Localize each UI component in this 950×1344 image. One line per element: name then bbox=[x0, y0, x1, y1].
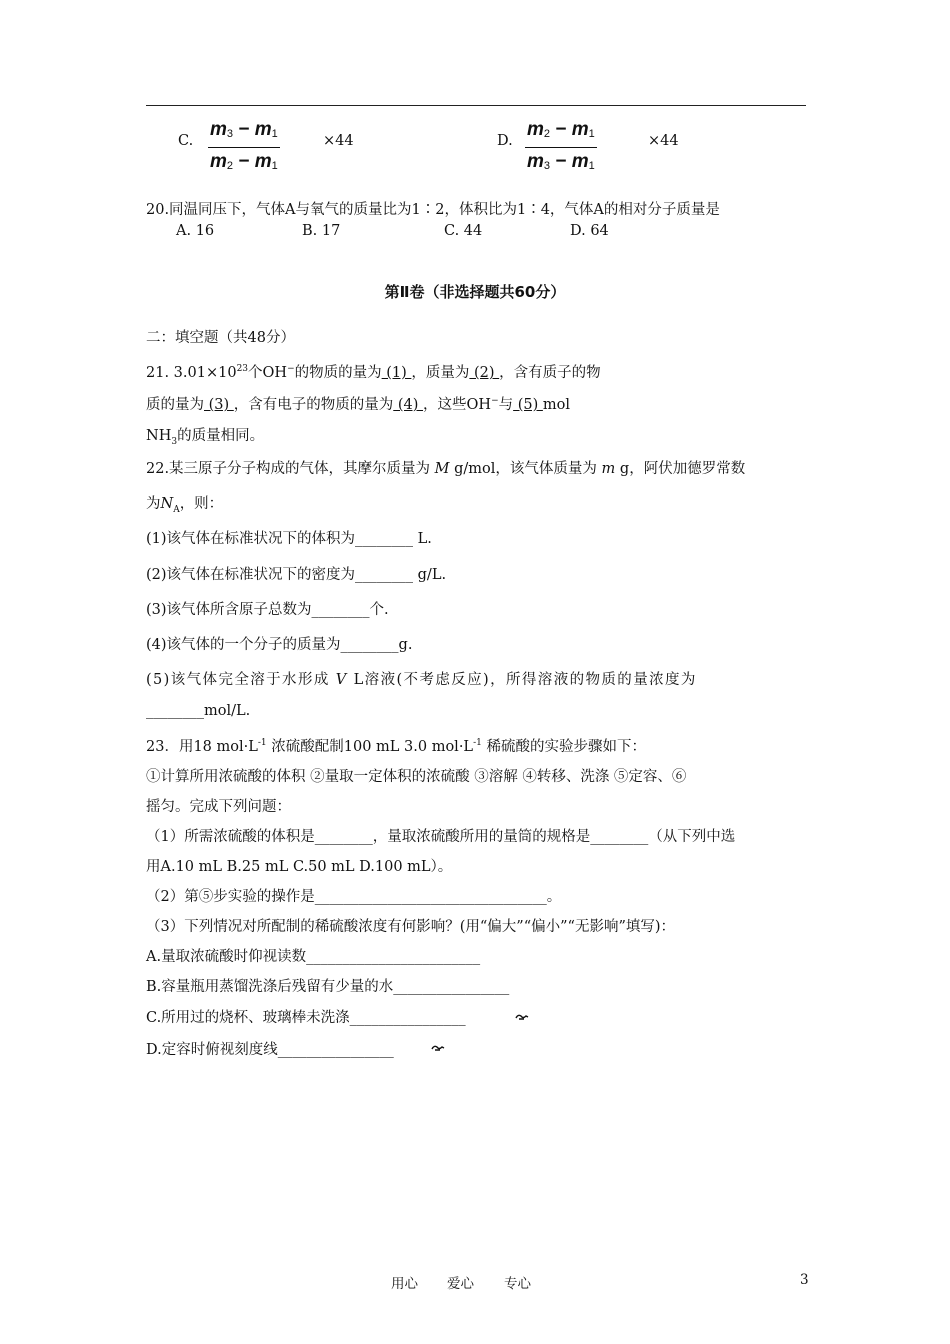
q22-line-1: 22.某三原子分子构成的气体，其摩尔质量为 M g/mol，该气体质量为 m g，阿伏加德罗常数 bbox=[146, 461, 746, 477]
q21-blank-2: (2) bbox=[469, 365, 500, 381]
q23-item-d: D.定容时俯视刻度线________________ bbox=[146, 1042, 394, 1058]
q21-line-2: 质的量为 (3) ，含有电子的物质的量为 (4) ，这些OH−与 (5) mol bbox=[146, 396, 571, 413]
q23-part-1: （1）所需浓硫酸的体积是________，量取浓硫酸所用的量筒的规格是________（从下列中选 bbox=[146, 829, 736, 845]
q23-part-1b: 用A.10 mL B.25 mL C.50 mL D.100 mL）。 bbox=[146, 859, 453, 875]
q22-line-2: 为$N_A$，则： bbox=[146, 496, 224, 515]
q19-c-numerator: $m_3 - m_1$ bbox=[210, 119, 278, 140]
q22-item-5-blank: ________mol/L. bbox=[146, 703, 251, 719]
footer-motto-1: 用心 bbox=[391, 1276, 418, 1292]
q22-item-3: (3)该气体所含原子总数为________个. bbox=[146, 602, 389, 618]
q23-item-a: A.量取浓硫酸时仰视读数________________________ bbox=[146, 949, 481, 965]
q20-option-b: B. 17 bbox=[302, 223, 341, 239]
q21-line-1: 21. $3.01\times 10^{23}$个OH−的物质的量为 (1) ，质量为 (2) ，含有质子的物 bbox=[146, 364, 601, 381]
q22-item-2: (2)该气体在标准状况下的密度为________ g/L. bbox=[146, 567, 447, 583]
q20-option-a: A. 16 bbox=[176, 223, 215, 239]
q22-item-4: (4)该气体的一个分子的质量为________g. bbox=[146, 637, 413, 653]
q19-d-denominator: $m_3 - m_1$ bbox=[527, 151, 595, 172]
top-rule bbox=[146, 105, 806, 106]
q23-line-1: 23．用18 $mol\cdot L^{-1}$ 浓硫酸配制100 mL 3.0 $mol\cdot L^{-1}$ 稀硫酸的实验步骤如下： bbox=[146, 738, 646, 755]
q21-blank-5: (5) bbox=[513, 397, 543, 413]
q19-option-c-label: C. bbox=[178, 133, 194, 149]
q21-blank-1: (1) bbox=[381, 365, 412, 381]
q19-option-d-fraction bbox=[525, 118, 597, 178]
q19-option-c-times: ×44 bbox=[323, 133, 354, 149]
q19-option-d-label: D. bbox=[497, 133, 513, 149]
q23-steps: ①计算所用浓硫酸的体积 ②量取一定体积的浓硫酸 ③溶解 ④转移、洗涤 ⑤定容、⑥ bbox=[146, 769, 687, 785]
q19-option-d-times: ×44 bbox=[648, 133, 679, 149]
q21-blank-3: (3) bbox=[204, 397, 234, 413]
section-title: 第Ⅱ卷（非选择题共60分） bbox=[384, 283, 566, 301]
q20-option-d: D. 64 bbox=[570, 223, 609, 239]
q21-line-3: $NH_3$的质量相同。 bbox=[146, 428, 265, 447]
q19-c-denominator: $m_2 - m_1$ bbox=[210, 151, 278, 172]
footer-motto-2: 爱心 bbox=[447, 1276, 474, 1292]
q22-item-1: (1)该气体在标准状况下的体积为________ L. bbox=[146, 531, 432, 547]
q23-steps-2: 摇匀。完成下列问题： bbox=[146, 799, 291, 815]
scribble-mark-icon bbox=[431, 1044, 445, 1052]
q23-part-2: （2）第⑤步实验的操作是________________________________。 bbox=[146, 889, 562, 905]
q19-option-c-fraction bbox=[208, 118, 280, 178]
q20-option-c: C. 44 bbox=[444, 223, 483, 239]
q19-d-numerator: $m_2 - m_1$ bbox=[527, 119, 595, 140]
q22-item-5: (5)该气体完全溶于水形成 V L溶液(不考虑反应)，所得溶液的物质的量浓度为 bbox=[146, 672, 697, 688]
part-heading: 二：填空题（共48分） bbox=[146, 330, 295, 346]
footer-motto-3: 专心 bbox=[504, 1276, 531, 1292]
q23-part-3: （3）下列情况对所配制的稀硫酸浓度有何影响？(用“偏大”“偏小”“无影响”填写)： bbox=[146, 919, 676, 935]
q21-blank-4: (4) bbox=[393, 397, 424, 413]
q20-stem: 20.同温同压下，气体A与氧气的质量比为1∶2，体积比为1∶4，气体A的相对分子质量是 bbox=[146, 202, 720, 218]
scribble-mark-icon bbox=[515, 1013, 529, 1021]
q23-item-b: B.容量瓶用蒸馏洗涤后残留有少量的水________________ bbox=[146, 979, 510, 995]
q23-item-c: C.所用过的烧杯、玻璃棒未洗涤________________ bbox=[146, 1010, 466, 1026]
page-number: 3 bbox=[800, 1272, 809, 1288]
